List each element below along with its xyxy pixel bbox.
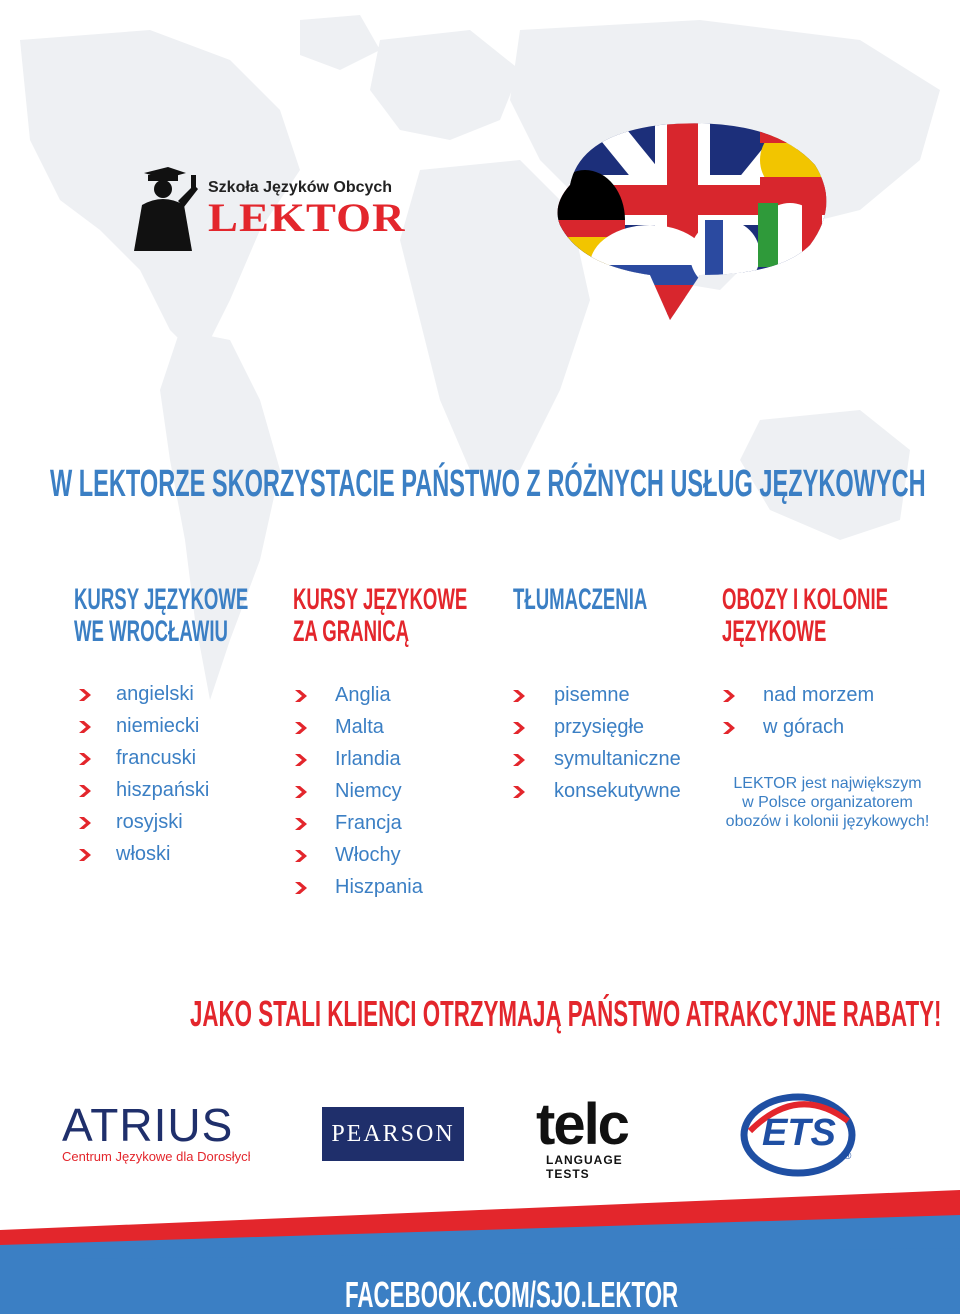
telc-name: telc	[536, 1092, 628, 1157]
chevron-right-icon	[512, 689, 526, 703]
list-item: nad morzem	[722, 679, 942, 711]
lektor-logo	[128, 165, 418, 255]
list-courses-wroclaw	[78, 678, 278, 870]
telc-logo	[536, 1092, 656, 1181]
column-title-line: TŁUMACZENIA	[513, 583, 648, 616]
column-title-line: OBOZY I KOLONIE	[722, 583, 889, 616]
chevron-right-icon	[294, 881, 308, 895]
chevron-right-icon	[78, 688, 92, 702]
pearson-name: PEARSON	[331, 1121, 455, 1147]
chevron-right-icon	[78, 752, 92, 766]
school-name: Szkoła Języków Obcych	[208, 179, 393, 196]
list-item: hiszpański	[78, 774, 278, 806]
list-item: angielski	[78, 678, 278, 710]
chevron-right-icon	[294, 721, 308, 735]
note-line: obozów i kolonii językowych!	[725, 813, 930, 830]
chevron-right-icon	[294, 753, 308, 767]
main-headline: W LEKTORZE SKORZYSTACIE PAŃSTWO Z RÓŻNYCH USŁUG JĘZYKOWYCH	[50, 463, 926, 505]
list-item: Francja	[294, 807, 494, 839]
atrius-logo-mark	[60, 1097, 250, 1167]
flags-speech-bubble	[540, 115, 840, 330]
facebook-link[interactable]: FACEBOOK.COM/SJO.LEKTOR	[345, 1274, 679, 1315]
list-item: Malta	[294, 711, 494, 743]
chevron-right-icon	[78, 816, 92, 830]
chevron-right-icon	[512, 753, 526, 767]
pearson-logo	[322, 1107, 464, 1161]
discount-promo: JAKO STALI KLIENCI OTRZYMAJĄ PAŃSTWO ATRAKCYJNE RABATY!	[190, 993, 942, 1034]
list-item: w górach	[722, 711, 942, 743]
atrius-tagline: Centrum Językowe dla Dorosłych	[62, 1149, 250, 1164]
chevron-right-icon	[294, 849, 308, 863]
list-translations	[512, 679, 712, 807]
column-title-courses-wroclaw	[74, 584, 248, 648]
column-title-translations	[513, 584, 647, 616]
ets-name: ETS	[762, 1112, 836, 1154]
partner-logos	[0, 1085, 960, 1185]
column-title-courses-abroad	[293, 584, 467, 648]
chevron-right-icon	[512, 785, 526, 799]
chevron-right-icon	[78, 848, 92, 862]
list-courses-abroad	[294, 679, 494, 903]
list-item: Hiszpania	[294, 871, 494, 903]
column-title-line: ZA GRANICĄ	[293, 615, 410, 648]
brand-name: LEKTOR	[208, 195, 406, 240]
chevron-right-icon	[512, 721, 526, 735]
column-title-line: KURSY JĘZYKOWE	[293, 583, 468, 616]
column-title-line: WE WROCŁAWIU	[74, 615, 228, 648]
chevron-right-icon	[78, 784, 92, 798]
list-camps	[722, 679, 942, 743]
list-item: pisemne	[512, 679, 712, 711]
list-item: Irlandia	[294, 743, 494, 775]
camps-note	[720, 774, 935, 831]
column-title-camps	[722, 584, 888, 648]
column-title-line: JĘZYKOWE	[722, 615, 827, 648]
list-item: rosyjski	[78, 806, 278, 838]
list-item: włoski	[78, 838, 278, 870]
chevron-right-icon	[78, 720, 92, 734]
chevron-right-icon	[722, 721, 736, 735]
atrius-name: ATRIUS	[62, 1099, 234, 1151]
chevron-right-icon	[294, 817, 308, 831]
list-item: Anglia	[294, 679, 494, 711]
column-title-line: KURSY JĘZYKOWE	[74, 583, 249, 616]
chevron-right-icon	[722, 689, 736, 703]
list-item: Włochy	[294, 839, 494, 871]
chevron-right-icon	[294, 689, 308, 703]
chevron-right-icon	[294, 785, 308, 799]
graduate-figure-icon	[128, 165, 200, 255]
note-line: LEKTOR jest największym	[733, 775, 922, 792]
telc-tagline: LANGUAGE TESTS	[546, 1153, 623, 1181]
list-item: przysięgłe	[512, 711, 712, 743]
list-item: francuski	[78, 742, 278, 774]
ets-registered-mark: ®	[844, 1151, 852, 1162]
note-line: w Polsce organizatorem	[742, 794, 913, 811]
list-item: symultaniczne	[512, 743, 712, 775]
list-item: niemiecki	[78, 710, 278, 742]
list-item: Niemcy	[294, 775, 494, 807]
list-item: konsekutywne	[512, 775, 712, 807]
atrius-logo	[60, 1097, 250, 1167]
ets-logo	[740, 1091, 858, 1177]
